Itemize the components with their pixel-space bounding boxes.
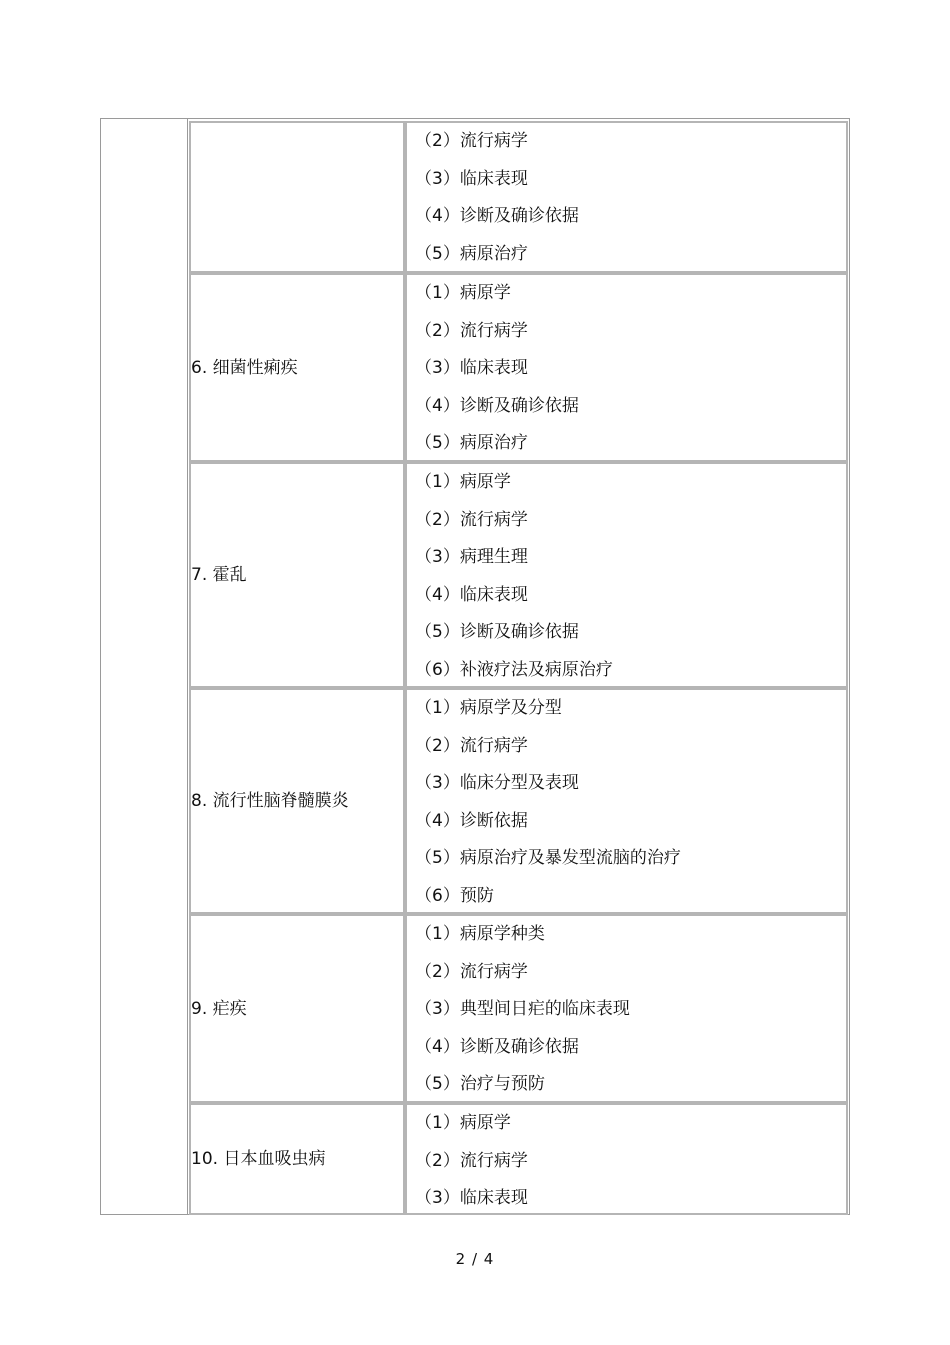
topic-item: （3）临床表现: [415, 358, 528, 378]
topic-item: （1）病原学: [415, 1113, 511, 1133]
topic-item: （5）病原治疗及暴发型流脑的治疗: [415, 848, 681, 868]
topic-item: （1）病原学: [415, 472, 511, 492]
topic-item: （6）补液疗法及病原治疗: [415, 659, 613, 680]
topic-list: [415, 920, 630, 1108]
topic-item: （1）病原学种类: [415, 924, 545, 944]
topic-item: （4）诊断及确诊依据: [415, 1036, 579, 1057]
topic-list: [415, 694, 681, 919]
topic-item: （3）临床分型及表现: [415, 773, 579, 793]
topics-cell: [405, 1103, 848, 1215]
table-row: [189, 914, 848, 1103]
table-row: [189, 273, 848, 462]
topic-list: [415, 127, 579, 277]
topic-item: （4）诊断及确诊依据: [415, 395, 579, 416]
disease-name: 10. 日本血吸虫病: [191, 1149, 326, 1169]
topics-cell: [405, 462, 848, 688]
disease-cell: [189, 688, 405, 914]
topic-item: （2）流行病学: [415, 320, 528, 341]
table-row: [189, 462, 848, 688]
disease-cell: [189, 462, 405, 688]
disease-name: 6. 细菌性痢疾: [191, 357, 298, 378]
category-column: [101, 119, 188, 1214]
table-row: [189, 1103, 848, 1215]
topic-list: [415, 279, 579, 467]
disease-cell: [189, 121, 405, 273]
table-row: [189, 688, 848, 914]
topic-item: （4）临床表现: [415, 584, 528, 605]
topic-item: （2）流行病学: [415, 131, 528, 151]
topics-cell: [405, 273, 848, 462]
topic-item: （5）病原治疗: [415, 243, 528, 264]
topics-cell: [405, 914, 848, 1103]
topic-item: （1）病原学: [415, 283, 511, 303]
topic-list: [415, 468, 613, 693]
topic-item: （6）预防: [415, 885, 494, 906]
disease-cell: [189, 273, 405, 462]
disease-cell: [189, 914, 405, 1103]
topic-item: （2）流行病学: [415, 961, 528, 982]
page-number: 2 / 4: [455, 1250, 495, 1268]
disease-name: 7. 霍乱: [191, 565, 247, 585]
topic-item: （5）治疗与预防: [415, 1074, 545, 1094]
topic-item: （3）病理生理: [415, 547, 528, 567]
disease-name: 9. 疟疾: [191, 998, 247, 1019]
topic-item: （2）流行病学: [415, 735, 528, 756]
topic-item: （3）典型间日疟的临床表现: [415, 999, 630, 1019]
disease-cell: [189, 1103, 405, 1215]
topic-item: （4）诊断依据: [415, 810, 528, 831]
topic-list: [415, 1109, 528, 1222]
topics-cell: [405, 121, 848, 273]
syllabus-table: [100, 118, 850, 1215]
topic-item: （2）流行病学: [415, 1150, 528, 1171]
table-row: [189, 121, 848, 273]
topic-item: （5）诊断及确诊依据: [415, 622, 579, 642]
topic-item: （2）流行病学: [415, 509, 528, 530]
topic-item: （5）病原治疗: [415, 433, 528, 453]
topic-item: （3）临床表现: [415, 1188, 528, 1208]
topic-item: （4）诊断及确诊依据: [415, 206, 579, 226]
topics-cell: [405, 688, 848, 914]
topic-item: （3）临床表现: [415, 168, 528, 189]
disease-name: 8. 流行性脑脊髓膜炎: [191, 791, 349, 811]
disease-table: [189, 121, 848, 1212]
topic-item: （1）病原学及分型: [415, 698, 562, 718]
